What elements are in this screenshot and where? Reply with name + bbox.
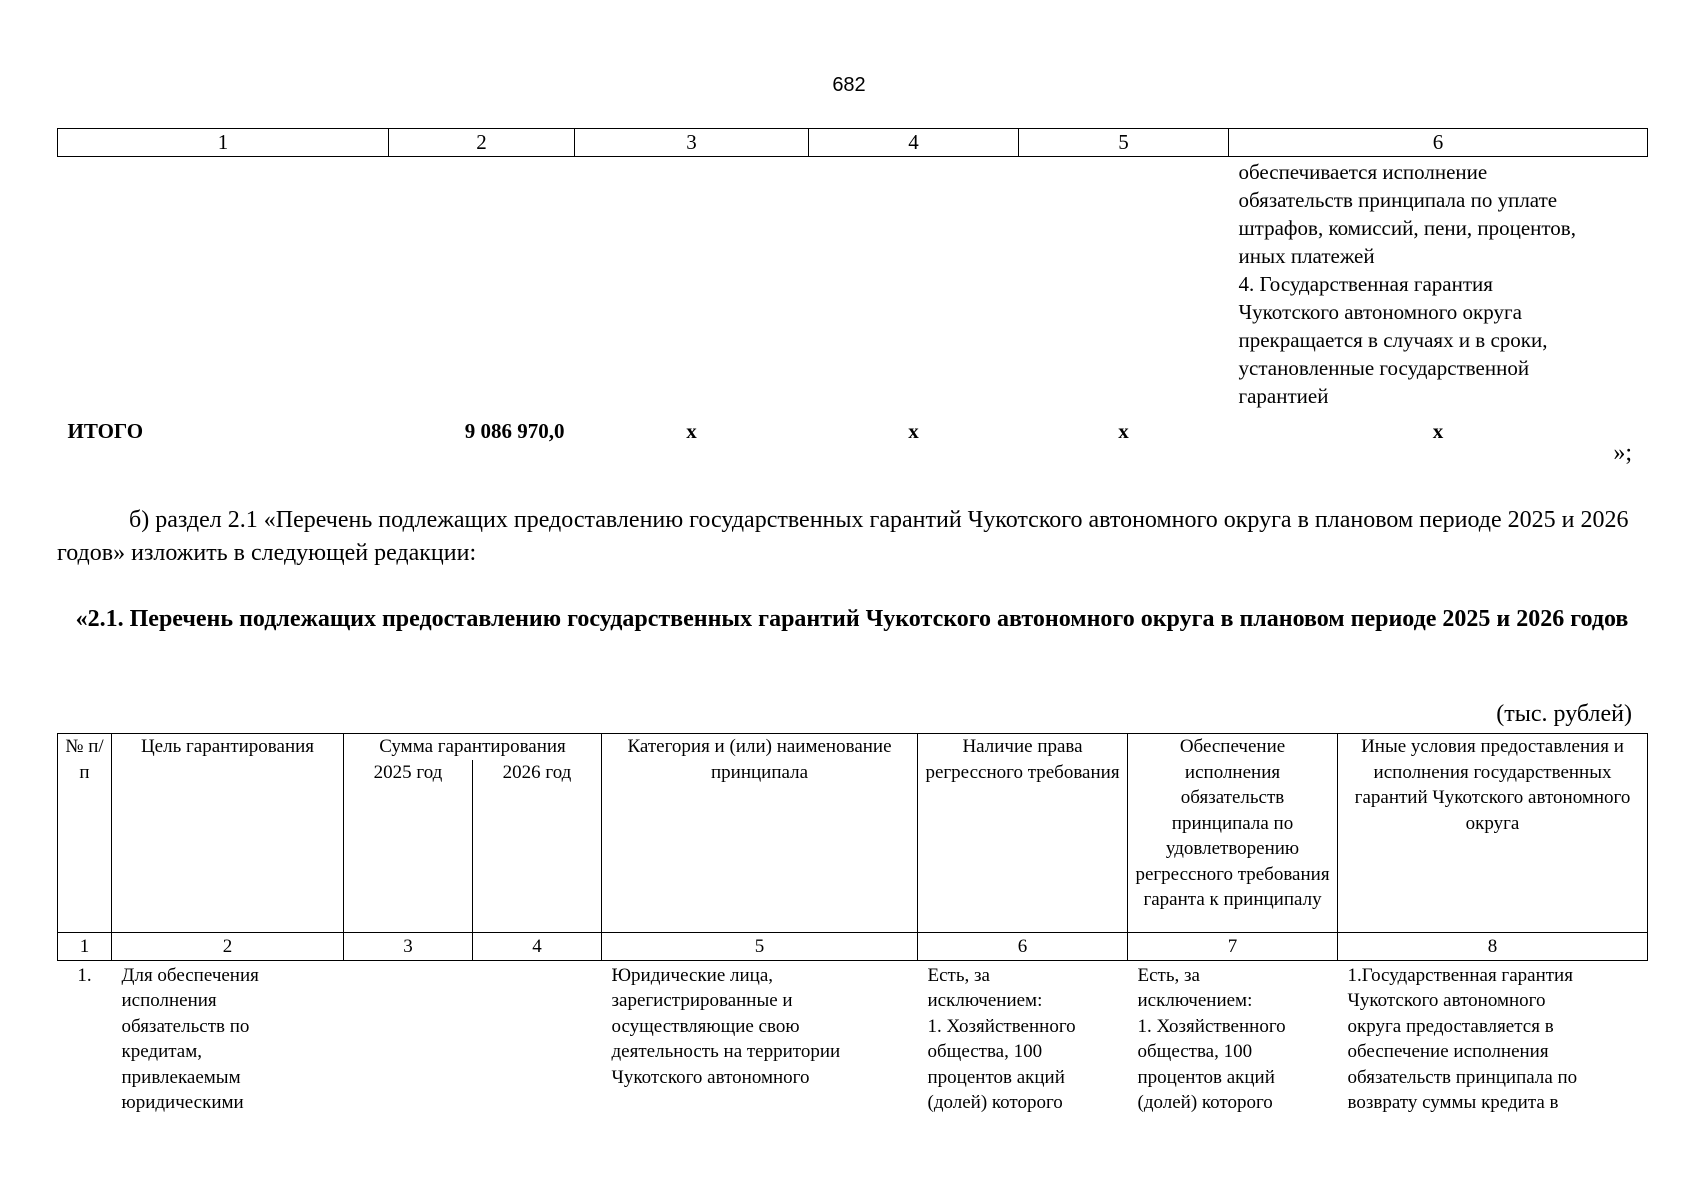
closing-quote: »; bbox=[1613, 440, 1632, 466]
category-cell bbox=[602, 960, 918, 1116]
planned-guarantees-table bbox=[57, 733, 1648, 1116]
security-cell bbox=[1128, 960, 1338, 1116]
section-heading: «2.1. Перечень подлежащих предоставлению государственных гарантий Чукотского автономного округа в плановом периоде 2025 и 2026 годов bbox=[75, 606, 1629, 632]
text-line: обеспечивается исполнение bbox=[1238, 160, 1488, 184]
text-line: Есть, за bbox=[927, 964, 990, 986]
amount-2026-cell bbox=[473, 960, 602, 1116]
header-sum: Сумма гарантирования bbox=[344, 734, 602, 760]
column-number: 6 bbox=[1229, 129, 1648, 157]
text-line: осуществляющие свою bbox=[611, 1015, 800, 1037]
header-year-2025: 2025 год bbox=[344, 760, 473, 933]
text-line: процентов акций bbox=[927, 1066, 1065, 1088]
text-line: 1. Хозяйственного bbox=[927, 1015, 1076, 1037]
text-line: 1.Государственная гарантия bbox=[1347, 964, 1573, 986]
text-line: исключением: bbox=[1137, 990, 1253, 1011]
text-line: 4. Государственная гарантия bbox=[1238, 272, 1493, 296]
text-line: (долей) которого bbox=[927, 1092, 1063, 1113]
column-number: 4 bbox=[809, 129, 1019, 157]
header-other-conditions: Иные условия предоставления и исполнения государственных гарантий Чукотского автономного округа bbox=[1338, 734, 1648, 933]
page-number: 682 bbox=[832, 74, 866, 96]
total-label: ИТОГО bbox=[67, 419, 144, 443]
unit-note: (тыс. рублей) bbox=[1496, 701, 1632, 727]
text-line: 1. Хозяйственного bbox=[1137, 1015, 1286, 1037]
text-line: Для обеспечения bbox=[121, 964, 259, 986]
column-number: 2 bbox=[389, 129, 575, 157]
text-line: иных платежей bbox=[1238, 244, 1375, 268]
header-purpose: Цель гарантирования bbox=[112, 734, 344, 933]
text-line: установленные государственной bbox=[1238, 356, 1530, 380]
total-cell: х bbox=[908, 419, 919, 443]
other-conditions-continuation bbox=[1229, 157, 1648, 417]
column-number: 3 bbox=[575, 129, 809, 157]
header-category: Категория и (или) наименование принципала bbox=[602, 734, 918, 933]
regress-cell bbox=[918, 960, 1128, 1116]
column-number: 1 bbox=[58, 932, 112, 960]
continuation-row bbox=[58, 157, 1648, 417]
header-number: № п/п bbox=[58, 734, 112, 933]
text-line: общества, 100 bbox=[1137, 1041, 1253, 1062]
column-number: 6 bbox=[918, 932, 1128, 960]
column-number: 5 bbox=[1019, 129, 1229, 157]
text-line: кредитам, bbox=[121, 1041, 202, 1062]
guarantees-table-continuation bbox=[57, 128, 1648, 445]
total-amount: 9 086 970,0 bbox=[464, 419, 565, 443]
total-cell: х bbox=[1432, 419, 1444, 443]
text-line: штрафов, комиссий, пени, процентов, bbox=[1238, 216, 1576, 240]
text-line: обязательств принципала по уплате bbox=[1238, 188, 1558, 212]
text-line: юридическими bbox=[121, 1092, 244, 1113]
text-line: деятельность на территории bbox=[611, 1041, 841, 1062]
text-line: общества, 100 bbox=[927, 1041, 1043, 1062]
text-line: Юридические лица, bbox=[611, 964, 774, 986]
text-line: Есть, за bbox=[1137, 964, 1200, 986]
column-number: 4 bbox=[473, 932, 602, 960]
column-number: 1 bbox=[58, 129, 389, 157]
header-regress: Наличие права регрессного требования bbox=[918, 734, 1128, 933]
column-number: 7 bbox=[1128, 932, 1338, 960]
table-row bbox=[58, 960, 1648, 1116]
text-line: процентов акций bbox=[1137, 1066, 1275, 1088]
column-number: 8 bbox=[1338, 932, 1648, 960]
other-conditions-cell bbox=[1338, 960, 1648, 1116]
header-year-2026: 2026 год bbox=[473, 760, 602, 933]
text-line: прекращается в случаях и в сроки, bbox=[1238, 328, 1548, 352]
text-line: привлекаемым bbox=[121, 1066, 241, 1088]
header-security: Обеспечение исполнения обязательств принципала по удовлетворению регрессного требования гаранта к принципалу bbox=[1128, 734, 1338, 933]
text-line: обязательств принципала по bbox=[1347, 1066, 1578, 1088]
text-line: обеспечение исполнения bbox=[1347, 1041, 1549, 1062]
table-header-row bbox=[58, 734, 1648, 760]
text-line: (долей) которого bbox=[1137, 1092, 1273, 1113]
column-number-row bbox=[58, 129, 1648, 157]
column-number: 2 bbox=[112, 932, 344, 960]
amount-2025-cell bbox=[344, 960, 473, 1116]
text-line: исполнения bbox=[121, 990, 217, 1011]
purpose-cell bbox=[112, 960, 344, 1116]
column-number-row bbox=[58, 932, 1648, 960]
text-line: зарегистрированные и bbox=[611, 990, 793, 1011]
text-line: округа предоставляется в bbox=[1347, 1015, 1554, 1037]
total-row bbox=[58, 416, 1648, 445]
text-line: Чукотского автономного округа bbox=[1238, 300, 1522, 324]
column-number: 5 bbox=[602, 932, 918, 960]
text-line: исключением: bbox=[927, 990, 1043, 1011]
text-line: гарантией bbox=[1238, 384, 1329, 408]
column-number: 3 bbox=[344, 932, 473, 960]
text-line: Чукотского автономного bbox=[1347, 990, 1546, 1011]
text-line: Чукотского автономного bbox=[611, 1066, 810, 1088]
row-number: 1. bbox=[77, 964, 92, 986]
text-line: обязательств по bbox=[121, 1015, 250, 1037]
total-cell: х bbox=[1118, 419, 1129, 443]
total-cell: х bbox=[686, 419, 697, 443]
text-line: возврату суммы кредита в bbox=[1347, 1092, 1559, 1113]
amendment-paragraph: б) раздел 2.1 «Перечень подлежащих предоставлению государственных гарантий Чукотского автономного округа в плановом периоде 2025 и 2026 годов» изложить в следующей редакции: bbox=[57, 507, 1629, 566]
